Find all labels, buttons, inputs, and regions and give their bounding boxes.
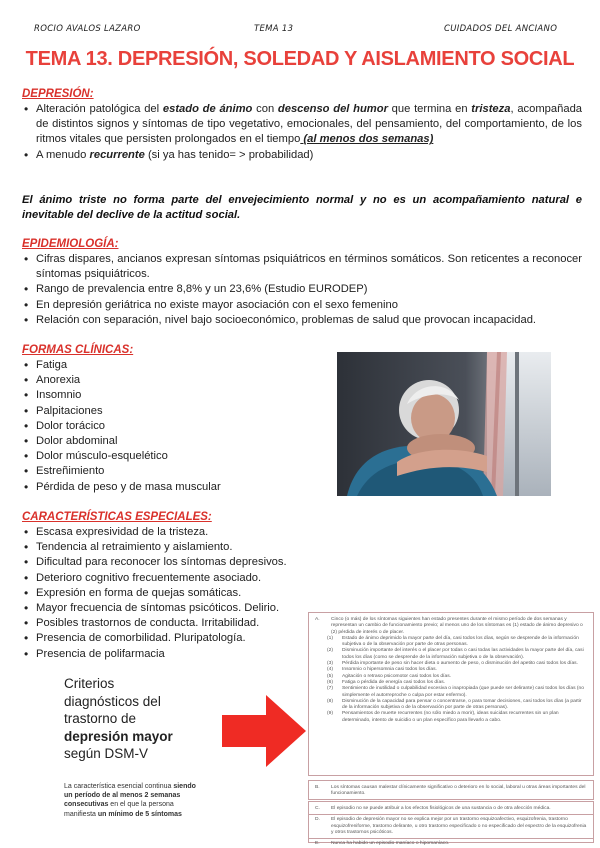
list-item: • Palpitaciones bbox=[22, 404, 322, 419]
criteria-cde-box: C. El episodio no se puede atribuir a los efectos fisiológicos de una sustancia o de otra afección médica. D. El episodio de depresión mayor no se explica mejor por un trastorno esquizoafectivo, esquizofrenia, trastorno esquizofreniforme, trastorno delirante, u otro trastorno especificado o no especificado del espectro de la esquizofrenia y otros trastornos psicóticos. E. Nunca ha habido un episodio maníaco o hipomaníaco. bbox=[308, 801, 594, 843]
dsm-note: La característica esencial continua siendo un período de al menos 2 semanas consecutivas en el que la persona manifiesta un mínimo de 5 síntomas bbox=[64, 783, 196, 818]
list-item: • Insomnio bbox=[22, 388, 322, 403]
list-item: • Mayor frecuencia de síntomas psicóticos. Delirio. bbox=[22, 601, 322, 616]
list-item: • Presencia de polifarmacia bbox=[22, 647, 322, 662]
list-item: • Relación con separación, nivel bajo socioeconómico, problemas de salud que provocan incapacidad. bbox=[22, 313, 582, 328]
section-heading-caracteristicas: CARACTERÍSTICAS ESPECIALES: bbox=[22, 511, 212, 523]
list-item: • Dolor abdominal bbox=[22, 434, 322, 449]
list-item: • A menudo recurrente (si ya has tenido= > probabilidad) bbox=[22, 148, 582, 163]
section-heading-epidemiologia: EPIDEMIOLOGÍA: bbox=[22, 238, 119, 250]
caracteristicas-list bbox=[22, 525, 322, 662]
list-item: • Estreñimiento bbox=[22, 464, 322, 479]
list-item: • Pérdida de peso y de masa muscular bbox=[22, 480, 322, 495]
list-item: • Fatiga bbox=[22, 358, 322, 373]
section-heading-formas-clinicas: FORMAS CLÍNICAS: bbox=[22, 344, 134, 356]
list-item: • Dificultad para reconocer los síntomas depresivos. bbox=[22, 555, 322, 570]
elderly-woman-photo bbox=[337, 352, 551, 496]
dsm-criteria-title: Criterios diagnósticos del trastorno de depresión mayor según DSM-V bbox=[64, 676, 173, 761]
arrow-right-icon bbox=[222, 695, 306, 767]
list-item: • Dolor torácico bbox=[22, 419, 322, 434]
list-item: • Alteración patológica del estado de ánimo con descenso del humor que termina en tristeza, acompañada de distintos signos y síntomas de tipo vegetativo, emocionales, del pensamiento, del comportamiento, de los ritmos vitales que persisten prolongados en el tiempo (al menos dos semanas) bbox=[22, 102, 582, 148]
depresion-list bbox=[22, 102, 582, 163]
header-subject: CUIDADOS DEL ANCIANO bbox=[444, 24, 558, 34]
header-topic: TEMA 13 bbox=[254, 24, 294, 34]
epidemiologia-list bbox=[22, 252, 582, 328]
list-item: • Expresión en forma de quejas somáticas. bbox=[22, 586, 322, 601]
list-item: • Escasa expresividad de la tristeza. bbox=[22, 525, 322, 540]
formas-list bbox=[22, 358, 322, 495]
list-item: • En depresión geriátrica no existe mayor asociación con el sexo femenino bbox=[22, 298, 582, 313]
page-title: TEMA 13. DEPRESIÓN, SOLEDAD Y AISLAMIENTO SOCIAL bbox=[25, 48, 575, 70]
list-item: • Tendencia al retraimiento y aislamiento. bbox=[22, 540, 322, 555]
criteria-b-box: B. Los síntomas causan malestar clínicamente significativo o deterioro en lo social, laboral u otras áreas importantes del funcionamiento. bbox=[308, 780, 594, 800]
list-item: • Anorexia bbox=[22, 373, 322, 388]
list-item: • Cifras dispares, ancianos expresan síntomas psiquiátricos en términos somáticos. Son reticentes a reconocer síntomas psiquiátricos. bbox=[22, 252, 582, 282]
header-author: ROCIO AVALOS LAZARO bbox=[34, 24, 141, 34]
section-heading-depresion: DEPRESIÓN: bbox=[22, 88, 94, 100]
list-item: • Posibles trastornos de conducta. Irritabilidad. bbox=[22, 616, 322, 631]
list-item: • Presencia de comorbilidad. Pluripatología. bbox=[22, 631, 322, 646]
list-item: • Deterioro cognitivo frecuentemente asociado. bbox=[22, 571, 322, 586]
list-item: • Dolor músculo-esquelético bbox=[22, 449, 322, 464]
criteria-a-box: A. Cinco (o más) de los síntomas siguientes han estado presentes durante el mismo período de dos semanas y representan un cambio de funcionamiento previo; al menos uno de los síntomas es (1) estado de ánimo depresivo o (2) pérdida de interés o de placer. (1) Estado de ánimo deprimido la mayor parte del día, casi todos los días, según se desprende de la información subjetiva o de la observación por parte de otras personas. (2) Disminución importante del interés o el placer por todas o casi todas las actividades la mayor parte del día, casi todos los días (como se desprende de la información subjetiva o de la observación). (3) Pérdida importante de peso sin hacer dieta o aumento de peso, o disminución del apetito casi todos los días. (4) Insomnio o hipersomnia casi todos los días. (5) Agitación o retraso psicomotor casi todos los días. (6) Fatiga o pérdida de energía casi todos los días. (7) Sentimiento de inutilidad o culpabilidad excesiva o inapropiada (que puede ser delirante) casi todos los días (no simplemente el autorreproche o culpa por estar enfermo). (8) Disminución de la capacidad para pensar o concentrarse, o para tomar decisiones, casi todos los días (a partir de la información subjetiva o de la observación por parte de otras personas). (9) Pensamientos de muerte recurrentes (no sólo miedo a morir), ideas suicidas recurrentes sin un plan determinado, intento de suicidio o un plan específico para llevarlo a cabo. bbox=[308, 612, 594, 776]
list-item: • Rango de prevalencia entre 8,8% y un 23,6% (Estudio EURODEP) bbox=[22, 282, 582, 297]
key-statement: El ánimo triste no forma parte del envejecimiento normal y no es un acompañamiento natural e inevitable del declive de la actitud social. bbox=[22, 194, 582, 221]
